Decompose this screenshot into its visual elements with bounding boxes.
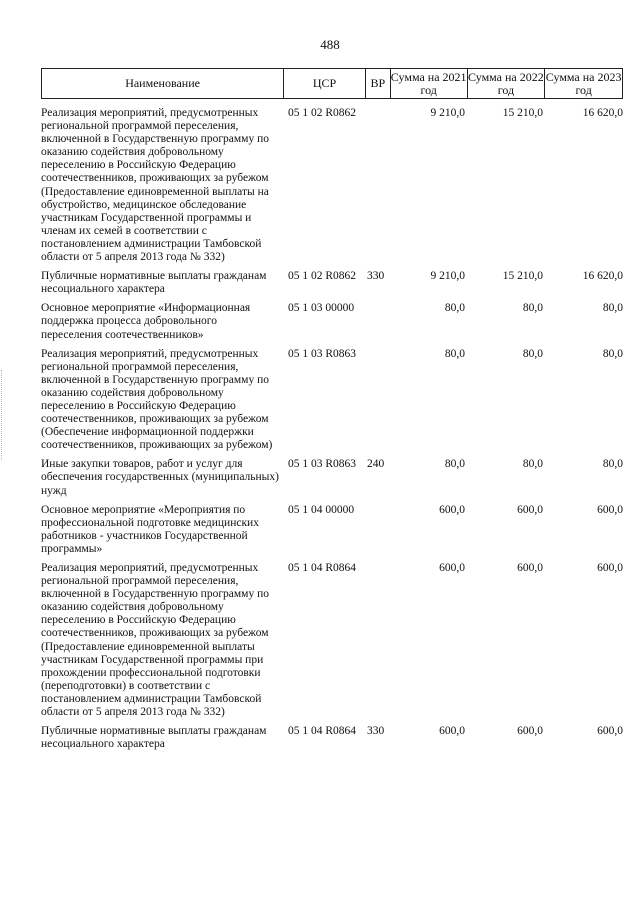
row-csr: 05 1 03 R0863 <box>288 458 357 471</box>
table-body <box>41 107 623 757</box>
row-sum-2022: 15 210,0 <box>502 270 543 283</box>
row-sum-2021: 80,0 <box>444 347 465 360</box>
row-sum-2023: 80,0 <box>602 347 623 360</box>
row-name: Реализация мероприятий, предусмотренных региональной программой переселения, включенной в Государственную программу по оказанию содействия добровольному переселению в Российскую Федерацию соотечественников, проживающих за рубежом (Предоставление единовременной выплаты участникам Государственной программы при прохождении профессиональной подготовки (переподготовки) в соответствии с постановлением администрации Тамбовской области от 5 апреля 2013 года № 332) <box>41 562 269 719</box>
row-vr <box>366 348 391 453</box>
table-row <box>41 270 623 296</box>
row-sum-2022: 80,0 <box>522 347 543 360</box>
row-csr: 05 1 03 00000 <box>288 302 355 315</box>
row-vr <box>366 302 391 341</box>
row-sum-2022: 600,0 <box>517 562 543 574</box>
table-row <box>41 725 623 751</box>
table-row <box>41 458 623 497</box>
row-sum-2022: 80,0 <box>522 302 543 315</box>
table-row <box>41 302 623 341</box>
row-vr: 330 <box>367 270 385 283</box>
row-name: Реализация мероприятий, предусмотренных региональной программой переселения, включенной в Государственную программу по оказанию содействия добровольному переселению в Российскую Федерацию соотечественников, проживающих за рубежом (Обеспечение информационной поддержки соотечественников, проживающих за рубежом) <box>41 347 273 452</box>
row-sum-2022: 600,0 <box>517 503 543 516</box>
row-name: Реализация мероприятий, предусмотренных региональной программой переселения, включенной в Государственную программу по оказанию содействия добровольному переселению в Российскую Федерацию соотечественников, проживающих за рубежом (Предоставление единовременной выплаты на обустройство, медицинское обследование участникам Государственной программы и членам их семей в соответствии с постановлением администрации Тамбовской области от 5 апреля 2013 года № 332) <box>41 107 269 264</box>
row-name: Публичные нормативные выплаты гражданам несоциального характера <box>41 725 267 751</box>
row-sum-2021: 600,0 <box>439 725 465 738</box>
row-sum-2021: 9 210,0 <box>430 107 465 119</box>
row-vr <box>366 504 391 556</box>
row-sum-2021: 600,0 <box>439 562 465 574</box>
row-sum-2023: 600,0 <box>597 562 623 574</box>
row-vr <box>366 107 391 264</box>
row-sum-2022: 80,0 <box>522 458 543 471</box>
table-row <box>41 107 623 264</box>
header-sum-2022: Сумма на 2022 год <box>468 69 544 97</box>
page-number: 488 <box>320 37 340 52</box>
row-csr: 05 1 02 R0862 <box>288 270 357 283</box>
row-sum-2023: 600,0 <box>597 725 623 738</box>
row-sum-2023: 80,0 <box>602 458 623 471</box>
header-sum-2021: Сумма на 2021 год <box>390 69 467 97</box>
row-name: Основное мероприятие «Информационная поддержка процесса добровольного переселения соотечественников» <box>41 302 251 341</box>
header-csr: ЦСР <box>284 69 366 98</box>
row-sum-2023: 16 620,0 <box>582 107 623 119</box>
table-header <box>41 68 623 99</box>
row-sum-2021: 9 210,0 <box>430 270 465 283</box>
row-vr: 240 <box>367 458 385 471</box>
header-vr: ВР <box>366 69 391 98</box>
table-row <box>41 348 623 453</box>
row-vr: 330 <box>367 725 385 738</box>
row-sum-2023: 16 620,0 <box>582 270 623 283</box>
row-sum-2023: 600,0 <box>597 503 623 516</box>
row-csr: 05 1 04 R0864 <box>288 562 357 574</box>
row-csr: 05 1 04 00000 <box>288 503 355 516</box>
row-name: Публичные нормативные выплаты гражданам несоциального характера <box>41 270 267 296</box>
row-vr <box>366 562 391 719</box>
row-name: Иные закупки товаров, работ и услуг для обеспечения государственных (муниципальных) нужд <box>41 458 279 497</box>
table-row <box>41 504 623 556</box>
row-sum-2021: 80,0 <box>444 302 465 315</box>
header-name: Наименование <box>42 69 284 98</box>
row-csr: 05 1 02 R0862 <box>288 107 357 119</box>
row-sum-2023: 80,0 <box>602 302 623 315</box>
row-sum-2022: 15 210,0 <box>502 107 543 119</box>
table-row <box>41 562 623 719</box>
scan-margin-mark <box>1 370 3 460</box>
row-name: Основное мероприятие «Мероприятия по профессиональной подготовке медицинских работников - участников Государственной программы» <box>41 503 259 555</box>
row-sum-2021: 80,0 <box>444 458 465 471</box>
row-csr: 05 1 03 R0863 <box>288 347 357 360</box>
row-sum-2022: 600,0 <box>517 725 543 738</box>
row-csr: 05 1 04 R0864 <box>288 725 357 738</box>
row-sum-2021: 600,0 <box>439 503 465 516</box>
header-sum-2023: Сумма на 2023 год <box>545 69 622 97</box>
